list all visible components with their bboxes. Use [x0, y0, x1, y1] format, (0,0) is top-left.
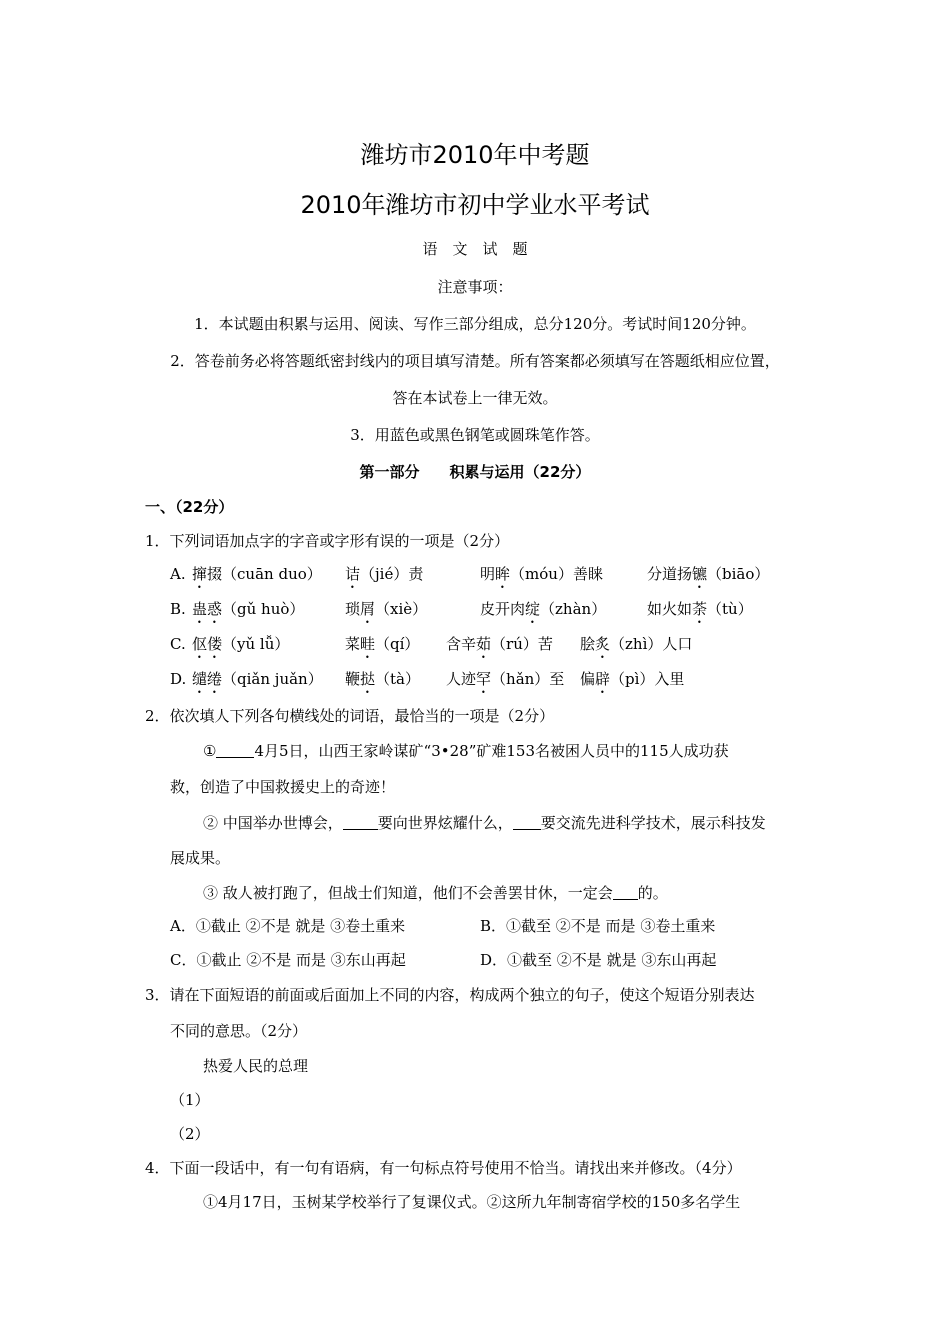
question-4-stem: 4．下面一段话中，有一句有语病，有一句标点符号使用不恰当。请找出来并修改。（4分）: [145, 1159, 742, 1177]
word-cell: 如火如荼（tù）: [647, 600, 753, 618]
q2-option-a: A．①截止 ②不是 就是 ③卷土重来: [170, 917, 406, 935]
word-cell: 缱绻（qiǎn juǎn）: [192, 670, 323, 688]
option-label: A.: [170, 565, 186, 583]
fill-blank: [613, 883, 638, 900]
q3-answer-1: （1）: [170, 1091, 210, 1109]
q2-sentence-1: ① 4月5日，山西王家岭谋矿“3•28”矿难153名被困人员中的115人成功获: [203, 742, 729, 760]
question-3-stem-cont: 不同的意思。（2分）: [170, 1022, 308, 1040]
q2-sentence-1-cont: 救，创造了中国救援史上的奇迹！: [170, 778, 396, 796]
word-cell: 皮开肉绽（zhàn）: [480, 600, 607, 618]
part-heading: 第一部分 积累与运用（22分）: [359, 463, 591, 481]
notice-item-2-cont: 答在本试卷上一律无效。: [392, 389, 558, 407]
q2-sentence-2-cont: 展成果。: [170, 849, 231, 867]
word-cell: 人迹罕（hǎn）至: [446, 670, 565, 688]
word-cell: 鞭挞（tà）: [345, 670, 421, 688]
word-cell: 偏辟（pì）入里: [580, 670, 685, 688]
q2-option-c: C．①截止 ②不是 而是 ③东山再起: [170, 951, 406, 969]
doc-subtitle: 2010年潍坊市初中学业水平考试: [300, 191, 650, 219]
word-cell: 脍炙（zhì）人口: [580, 635, 693, 653]
question-3-stem: 3．请在下面短语的前面或后面加上不同的内容，构成两个独立的句子，使这个短语分别表达: [145, 986, 755, 1004]
notice-item-3: 3．用蓝色或黑色钢笔或圆珠笔作答。: [350, 426, 600, 444]
fill-blank: [513, 813, 541, 830]
q2-sentence-3: ③ 敌人被打跑了，但战士们知道，他们不会善罢甘休，一定会 的。: [203, 884, 668, 902]
question-1-stem: 1．下列词语加点字的字音或字形有误的一项是（2分）: [145, 532, 510, 550]
q2-sentence-2: ② 中国举办世博会， 要向世界炫耀什么， 要交流先进科学技术，展示科技发: [203, 814, 766, 832]
fill-blank: [343, 813, 378, 830]
q3-phrase: 热爱人民的总理: [203, 1057, 309, 1075]
word-cell: 分道扬镳（biāo）: [647, 565, 770, 583]
q4-passage: ①4月17日，玉树某学校举行了复课仪式。②这所九年制寄宿学校的150多名学生: [203, 1193, 741, 1211]
q2-option-d: D．①截至 ②不是 就是 ③东山再起: [480, 951, 717, 969]
word-cell: 撺掇（cuān duo）: [192, 565, 322, 583]
notice-heading: 注意事项：: [437, 278, 513, 296]
notice-item-1: 1．本试题由积累与运用、阅读、写作三部分组成，总分120分。考试时间120分钟。: [194, 315, 756, 333]
word-cell: 伛偻（yǔ lǚ）: [192, 635, 290, 653]
q3-answer-2: （2）: [170, 1125, 210, 1143]
fill-blank: [216, 741, 254, 758]
doc-title: 潍坊市2010年中考题: [360, 141, 590, 169]
option-label: B.: [170, 600, 186, 618]
word-cell: 明眸（móu）善睐: [480, 565, 603, 583]
word-cell: 蛊惑（gǔ huò）: [192, 600, 305, 618]
q2-option-b: B．①截至 ②不是 而是 ③卷土重来: [480, 917, 716, 935]
word-cell: 菜畦（qí）: [345, 635, 420, 653]
section-heading: 一、（22分）: [145, 498, 234, 516]
word-cell: 琐屑（xiè）: [345, 600, 428, 618]
word-cell: 诘（jié）责: [345, 565, 424, 583]
notice-item-2: 2．答卷前务必将答题纸密封线内的项目填写清楚。所有答案都必须填写在答题纸相应位置，: [170, 352, 780, 370]
option-label: C.: [170, 635, 186, 653]
question-2-stem: 2．依次填人下列各句横线处的词语，最恰当的一项是（2分）: [145, 707, 555, 725]
option-label: D.: [170, 670, 187, 688]
word-cell: 含辛茹（rú）苦: [446, 635, 553, 653]
subject-heading: 语 文 试 题: [422, 240, 528, 258]
